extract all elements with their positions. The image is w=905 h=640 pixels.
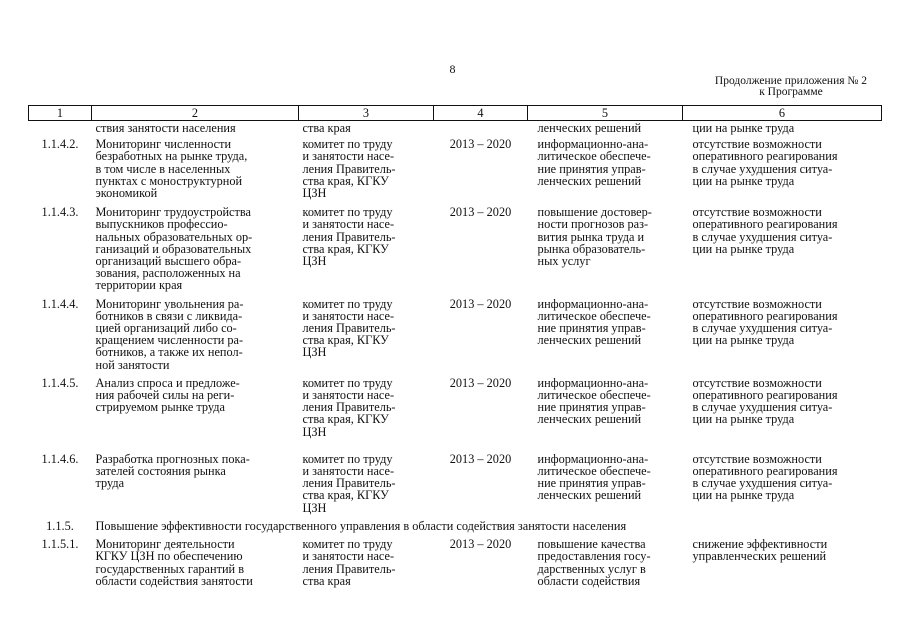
- cell-risk: [683, 206, 882, 297]
- cell-name: Мониторинг увольнения ра- ботников в связи с ликвида- цией организаций либо со- кращением численности ра- ботников, а также их непол- ной занятости: [95, 296, 244, 372]
- risk-text: снижение эффективности управленческих решений: [692, 537, 828, 564]
- result-text: повышение достовер- ности прогнозов раз- вития рынка труда и рынка образователь- ных услуг: [537, 205, 652, 269]
- column-header-4: 4: [434, 106, 528, 121]
- cell-name: Мониторинг деятельности КГКУ ЦЗН по обеспечению государственных гарантий в области содействия занятости: [95, 537, 253, 588]
- cell-num: 1.1.4.5.: [41, 375, 79, 390]
- appendix-line-2: к Программе: [759, 86, 823, 98]
- cell-years: [434, 121, 528, 139]
- cell-risk: [683, 121, 882, 139]
- risk-text: отсутствие возможности оперативного реагирования в случае ухудшения ситуа- ции на рынке труда: [692, 296, 838, 348]
- cell-executor: комитет по труду и занятости насе- ления Правитель- ства края, КГКУ ЦЗН: [302, 375, 396, 439]
- cell-risk: [683, 298, 882, 377]
- risk-text: отсутствие возможности оперативного реагирования в случае ухудшения ситуа- ции на рынке труда: [692, 451, 838, 503]
- cell-executor: ства края: [302, 121, 351, 135]
- cell-name: Мониторинг трудоустройства выпускников профессио- нальных образовательных ор- ганизаций и образовательных организаций высшего обра- зования, расположенных на территории края: [95, 205, 253, 293]
- table-row: [29, 377, 882, 453]
- program-table: [28, 105, 882, 587]
- table-row: [29, 138, 882, 206]
- cell-num: 1.1.4.6.: [41, 451, 79, 466]
- result-text: ленческих решений: [537, 121, 642, 135]
- cell-risk: [683, 453, 882, 520]
- cell-result: [528, 206, 683, 297]
- cell-result: [528, 121, 683, 139]
- table-row: [29, 538, 882, 587]
- appendix-caption: [715, 76, 867, 98]
- result-text: информационно-ана- литическое обеспече- ние принятия управ- ленческих решений: [537, 137, 651, 188]
- section-num: 1.1.5.: [46, 518, 74, 533]
- column-header-1: 1: [29, 106, 92, 121]
- cell-years: 2013 – 2020: [449, 137, 512, 152]
- section-title: Повышение эффективности государственного управления в области содействия занятости населения: [95, 518, 627, 533]
- cell-executor: комитет по труду и занятости насе- ления Правитель- ства края, КГКУ ЦЗН: [302, 296, 396, 360]
- cell-years: 2013 – 2020: [449, 451, 512, 466]
- column-header-6: 6: [683, 106, 882, 121]
- column-header-2: 2: [92, 106, 299, 121]
- table-row: [29, 453, 882, 520]
- cell-result: [528, 453, 683, 520]
- result-text: информационно-ана- литическое обеспече- ние принятия управ- ленческих решений: [537, 451, 651, 503]
- continuation-row: [29, 121, 882, 139]
- page-number: 8: [449, 62, 456, 76]
- cell-executor: комитет по труду и занятости насе- ления Правитель- ства края, КГКУ ЦЗН: [302, 137, 396, 201]
- cell-result: [528, 538, 683, 587]
- cell-num: [29, 121, 92, 139]
- risk-text: ции на рынке труда: [692, 121, 795, 135]
- cell-executor: комитет по труду и занятости насе- ления Правитель- ства края, КГКУ ЦЗН: [302, 205, 396, 269]
- cell-name: Мониторинг численности безработных на рынке труда, в том числе в населенных пунктах с моноструктурной экономикой: [95, 137, 248, 201]
- cell-executor: комитет по труду и занятости насе- ления Правитель- ства края, КГКУ ЦЗН: [302, 451, 396, 515]
- table-row: [29, 206, 882, 297]
- column-header-5: 5: [528, 106, 683, 121]
- cell-result: [528, 298, 683, 377]
- section-row: [29, 520, 882, 538]
- cell-years: 2013 – 2020: [449, 537, 512, 552]
- appendix-line-1: Продолжение приложения № 2: [714, 75, 867, 87]
- cell-name: Анализ спроса и предложе- ния рабочей силы на реги- стрируемом рынке труда: [95, 375, 240, 415]
- result-text: информационно-ана- литическое обеспече- ние принятия управ- ленческих решений: [537, 296, 651, 348]
- cell-result: [528, 377, 683, 453]
- cell-executor: комитет по труду и занятости насе- ления Правитель- ства края: [302, 537, 396, 588]
- risk-text: отсутствие возможности оперативного реагирования в случае ухудшения ситуа- ции на рынке труда: [692, 375, 838, 427]
- cell-num: 1.1.5.1.: [41, 537, 79, 552]
- cell-result: [528, 138, 683, 206]
- cell-years: 2013 – 2020: [449, 205, 512, 220]
- cell-num: 1.1.4.3.: [41, 205, 79, 220]
- cell-name: ствия занятости населения: [95, 121, 236, 135]
- cell-num: 1.1.4.4.: [41, 296, 79, 311]
- cell-num: 1.1.4.2.: [41, 137, 79, 152]
- cell-risk: [683, 377, 882, 453]
- result-text: повышение качества предоставления госу- дарственных услуг в области содействия: [537, 537, 651, 588]
- table-row: [29, 298, 882, 377]
- cell-name: Разработка прогнозных пока- зателей состояния рынка труда: [95, 451, 250, 491]
- cell-years: 2013 – 2020: [449, 375, 512, 390]
- cell-risk: [683, 138, 882, 206]
- column-header-3: 3: [299, 106, 434, 121]
- result-text: информационно-ана- литическое обеспече- ние принятия управ- ленческих решений: [537, 375, 651, 427]
- table-header-row: [29, 106, 882, 121]
- cell-years: 2013 – 2020: [449, 296, 512, 311]
- risk-text: отсутствие возможности оперативного реагирования в случае ухудшения ситуа- ции на рынке труда: [692, 205, 838, 256]
- cell-risk: [683, 538, 882, 587]
- risk-text: отсутствие возможности оперативного реагирования в случае ухудшения ситуа- ции на рынке труда: [692, 137, 838, 188]
